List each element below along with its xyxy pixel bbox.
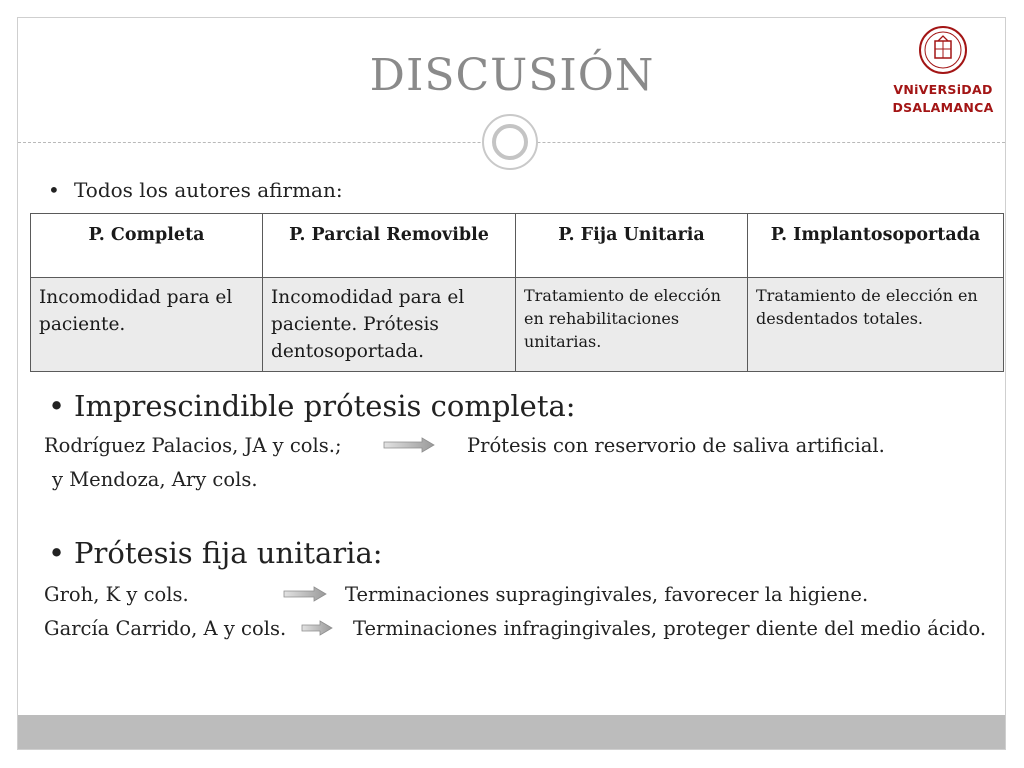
table-row <box>31 278 1004 372</box>
comparison-table <box>30 213 1004 372</box>
table-header-cell: P. Implantosoportada <box>748 214 1004 278</box>
section1-note: Prótesis con reservorio de saliva artificial. <box>467 434 885 457</box>
arrow-right-icon <box>382 437 436 453</box>
section2-heading <box>48 536 383 570</box>
bullet-icon: • <box>48 389 66 423</box>
section1-author-line2: y Mendoza, Ary cols. <box>52 468 258 491</box>
arrow-right-icon <box>300 620 334 636</box>
bullet-icon: • <box>48 178 60 202</box>
table-cell: Incomodidad para el paciente. <box>31 278 263 372</box>
table-header-row <box>31 214 1004 278</box>
table-cell: Tratamiento de elección en desdentados totales. <box>748 278 1004 372</box>
logo-text-line1: VNiVERSiDAD <box>893 82 993 97</box>
section2-item-note: Terminaciones supragingivales, favorecer la higiene. <box>345 583 869 606</box>
intro-text: Todos los autores afirman: <box>74 178 343 202</box>
section1-heading-text: Imprescindible prótesis completa: <box>74 389 576 423</box>
slide-footer-bar <box>18 715 1005 749</box>
bullet-icon: • <box>48 536 66 570</box>
ring-ornament-icon <box>482 114 538 170</box>
section1-heading <box>48 389 576 423</box>
table-header-cell: P. Parcial Removible <box>263 214 516 278</box>
intro-bullet <box>48 178 343 202</box>
section2-item-note: Terminaciones infragingivales, proteger diente del medio ácido. <box>353 617 987 640</box>
table-cell: Tratamiento de elección en rehabilitaciones unitarias. <box>516 278 748 372</box>
arrow-right-icon <box>282 586 328 602</box>
university-logo <box>884 24 1002 120</box>
table-header-cell: P. Fija Unitaria <box>516 214 748 278</box>
section2-item-author: García Carrido, A y cols. <box>44 617 287 640</box>
table-cell: Incomodidad para el paciente. Prótesis dentosoportada. <box>263 278 516 372</box>
slide-title: DISCUSIÓN <box>369 50 655 101</box>
section1-author-line1: Rodríguez Palacios, JA y cols.; <box>44 434 342 457</box>
section2-heading-text: Prótesis fija unitaria: <box>74 536 383 570</box>
table-header-cell: P. Completa <box>31 214 263 278</box>
logo-text-line2: DSALAMANCA <box>892 100 994 115</box>
university-seal-icon <box>918 24 968 76</box>
section2-item-author: Groh, K y cols. <box>44 583 189 606</box>
